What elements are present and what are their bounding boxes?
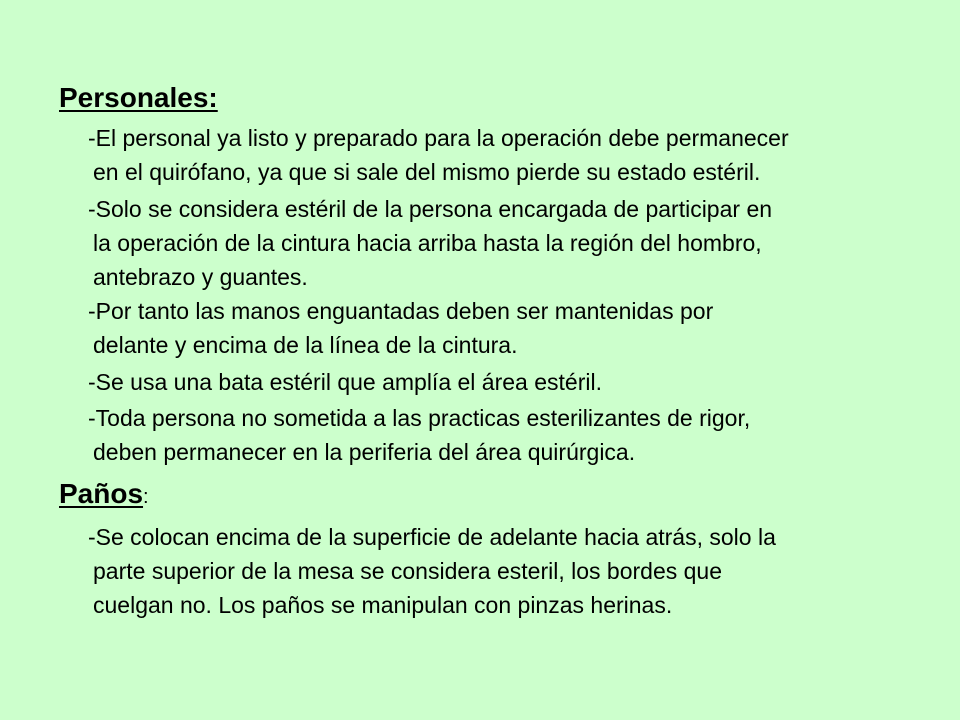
paragraph — [88, 520, 928, 622]
paragraph-line: -El personal ya listo y preparado para la operación debe permanecer — [88, 125, 789, 151]
section-heading-colon: : — [143, 486, 149, 508]
paragraph — [88, 294, 928, 362]
paragraph-line: parte superior de la mesa se considera esteril, los bordes que — [93, 558, 723, 584]
paragraph-line: deben permanecer en la periferia del área quirúrgica. — [93, 439, 636, 465]
section-heading-text: Paños — [59, 478, 144, 509]
paragraph-line: -Toda persona no sometida a las practicas esterilizantes de rigor, — [88, 405, 751, 431]
section-heading-panos — [59, 478, 149, 513]
paragraph — [88, 401, 928, 469]
paragraph-line: cuelgan no. Los paños se manipulan con pinzas herinas. — [93, 592, 673, 618]
paragraph-line: -Por tanto las manos enguantadas deben ser mantenidas por — [88, 298, 714, 324]
paragraph-line: -Se colocan encima de la superficie de adelante hacia atrás, solo la — [88, 524, 776, 550]
paragraph-line: -Se usa una bata estéril que amplía el área estéril. — [88, 369, 602, 395]
paragraph-line: delante y encima de la línea de la cintura. — [93, 332, 518, 358]
section-heading-personales: Personales: — [59, 82, 218, 113]
paragraph-line: antebrazo y guantes. — [93, 264, 308, 290]
paragraph — [88, 121, 928, 189]
paragraph-line: la operación de la cintura hacia arriba hasta la región del hombro, — [93, 230, 762, 256]
paragraph-line: en el quirófano, ya que si sale del mismo pierde su estado estéril. — [93, 159, 761, 185]
paragraph — [88, 365, 928, 399]
paragraph-line: -Solo se considera estéril de la persona encargada de participar en — [88, 196, 773, 222]
paragraph — [88, 192, 928, 294]
